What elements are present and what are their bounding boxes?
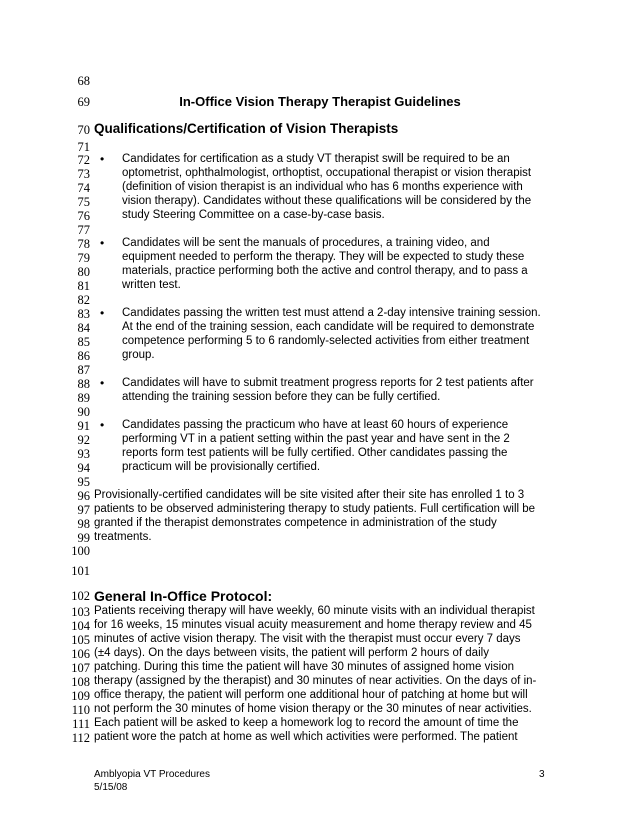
paragraph-line: patching. During this time the patient will have 30 minutes of assigned home vision (94, 661, 514, 673)
footer-date: 5/15/08 (94, 782, 128, 793)
line-number: 98 (77, 517, 90, 531)
bullet-glyph: • (100, 418, 105, 432)
line-number: 95 (77, 475, 90, 489)
line-number: 82 (77, 293, 90, 307)
bullet-text-line: practicum will be provisionally certified. (122, 461, 321, 473)
document-title: In-Office Vision Therapy Therapist Guidelines (179, 94, 461, 109)
line-number: 72 (77, 153, 90, 167)
line-number: 81 (77, 279, 90, 293)
paragraph-line: patients to be observed administering therapy to study patients. Full certification will be (94, 503, 536, 515)
line-number: 96 (77, 489, 90, 503)
line-number: 103 (71, 605, 90, 619)
bullet-text-line: Candidates passing the written test must attend a 2-day intensive training session. (122, 307, 541, 319)
bullet-text-line: optometrist, ophthalmologist, orthoptist, occupational therapist or vision therapist (122, 167, 532, 179)
line-number: 106 (71, 647, 90, 661)
line-number: 78 (77, 237, 90, 251)
line-number: 92 (77, 433, 90, 447)
line-number: 105 (71, 633, 90, 647)
bullet-glyph: • (100, 152, 105, 166)
paragraph-line: Each patient will be asked to keep a homework log to record the amount of time the (94, 717, 519, 729)
line-number: 83 (77, 307, 90, 321)
line-number: 69 (77, 95, 90, 109)
paragraph-line: therapy (assigned by the therapist) and 30 minutes of near activities. On the days of in- (94, 675, 537, 687)
bullet-text-line: reports form test patients will be fully certified. Other candidates passing the (122, 447, 508, 459)
bullet-text-line: Candidates will have to submit treatment progress reports for 2 test patients after (122, 377, 534, 389)
line-number: 88 (77, 377, 90, 391)
line-number: 80 (77, 265, 90, 279)
line-number: 94 (77, 461, 90, 475)
line-number: 97 (77, 503, 90, 517)
bullet-text-line: group. (122, 349, 155, 361)
line-number: 74 (77, 181, 90, 195)
line-number: 75 (77, 195, 90, 209)
line-number: 77 (77, 223, 90, 237)
page-number: 3 (539, 769, 545, 780)
line-number: 104 (71, 619, 90, 633)
paragraph-line: granted if the therapist demonstrates competence in administration of the study (94, 517, 497, 529)
line-number: 110 (71, 703, 90, 717)
line-number: 93 (77, 447, 90, 461)
line-number: 90 (77, 405, 90, 419)
bullet-glyph: • (100, 376, 105, 390)
line-number: 109 (71, 689, 90, 703)
section-heading-qualifications: Qualifications/Certification of Vision Therapists (94, 121, 399, 136)
bullet-glyph: • (100, 236, 105, 250)
section-heading-general-protocol: General In-Office Protocol: (94, 588, 273, 604)
line-number: 76 (77, 209, 90, 223)
bullet-text-line: materials, practice performing both the active and control therapy, and to pass a (122, 265, 528, 277)
line-number: 107 (71, 661, 90, 675)
line-number: 85 (77, 335, 90, 349)
line-number: 86 (77, 349, 90, 363)
line-number: 70 (77, 123, 90, 137)
line-number: 73 (77, 167, 90, 181)
line-number: 84 (77, 321, 90, 335)
line-number: 102 (71, 589, 90, 603)
line-number: 101 (71, 564, 90, 578)
bullet-text-line: performing VT in a patient setting within the past year and have sent in the 2 (122, 433, 510, 445)
bullet-glyph: • (100, 306, 105, 320)
line-number: 99 (77, 531, 90, 545)
paragraph-line: minutes of active vision therapy. The visit with the therapist must occur every 7 days (94, 633, 521, 645)
bullet-text-line: attending the training session before they can be fully certified. (122, 391, 441, 403)
bullet-text-line: written test. (122, 279, 181, 291)
line-number: 112 (71, 731, 90, 745)
bullet-text-line: (definition of vision therapist is an individual who has 6 months experience with (122, 181, 523, 193)
bullet-text-line: equipment needed to perform the therapy. They will be expected to study these (122, 251, 525, 263)
paragraph-line: not perform the 30 minutes of home vision therapy or the 30 minutes of near activities. (94, 703, 532, 715)
paragraph-line: Provisionally-certified candidates will be site visited after their site has enrolled 1 to 3 (94, 489, 525, 501)
line-number: 111 (72, 717, 90, 731)
bullet-text-line: competence performing 5 to 6 randomly-selected activities from either treatment (122, 335, 530, 347)
bullet-text-line: vision therapy). Candidates without these qualifications will be considered by the (122, 195, 532, 207)
line-number: 71 (77, 140, 90, 154)
bullet-text-line: Candidates for certification as a study VT therapist swill be required to be an (122, 153, 510, 165)
line-number: 79 (77, 251, 90, 265)
line-number: 100 (71, 544, 90, 558)
paragraph-line: (±4 days). On the days between visits, the patient will perform 2 hours of daily (94, 647, 489, 659)
bullet-text-line: At the end of the training session, each candidate will be required to demonstrate (122, 321, 535, 333)
paragraph-line: Patients receiving therapy will have weekly, 60 minute visits with an individual therapist (94, 605, 535, 617)
line-number: 108 (71, 675, 90, 689)
paragraph-line: office therapy, the patient will perform one additional hour of patching at home but will (94, 689, 528, 701)
line-number: 91 (77, 419, 90, 433)
paragraph-line: patient wore the patch at home as well which activities were performed. The patient (94, 731, 518, 743)
line-number: 89 (77, 391, 90, 405)
bullet-text-line: study Steering Committee on a case-by-case basis. (122, 209, 385, 221)
bullet-text-line: Candidates passing the practicum who have at least 60 hours of experience (122, 419, 509, 431)
paragraph-line: treatments. (94, 531, 152, 543)
bullet-text-line: Candidates will be sent the manuals of procedures, a training video, and (122, 237, 490, 249)
paragraph-line: for 16 weeks, 15 minutes visual acuity measurement and home therapy review and 45 (94, 619, 532, 631)
line-number: 87 (77, 363, 90, 377)
footer-doc-name: Amblyopia VT Procedures (94, 769, 210, 780)
line-number: 68 (77, 74, 90, 88)
